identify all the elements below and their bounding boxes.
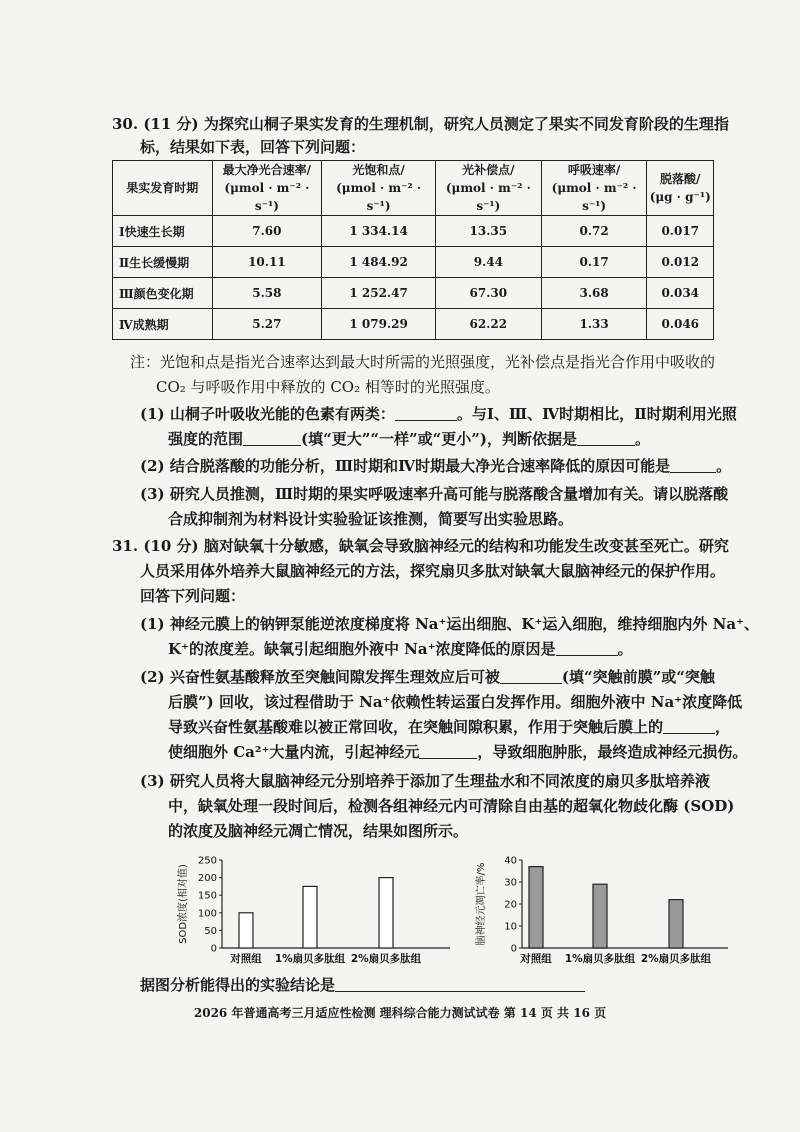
- table-cell: 0.017: [647, 216, 714, 247]
- table-cell: 5.58: [212, 278, 322, 309]
- y-tick-label: 0: [510, 943, 517, 955]
- table-row: [113, 247, 714, 278]
- y-tick-label: 200: [197, 873, 217, 885]
- table-cell: 3.68: [541, 278, 647, 309]
- answer-blank[interactable]: [395, 406, 457, 421]
- y-tick-label: 0: [210, 943, 217, 955]
- q30-part1-cont: 强度的范围 (填“更大”“一样”或“更小”)，判断依据是 。: [168, 430, 650, 448]
- answer-blank[interactable]: [670, 458, 716, 473]
- q31-part2-cont2: 导致兴奋性氨基酸难以被正常回收，在突触间隙积累，作用于突触后膜上的 ，: [168, 718, 731, 736]
- y-tick-label: 40: [504, 855, 517, 867]
- q31-part3-cont2: 的浓度及脑神经元凋亡情况，结果如图所示。: [168, 822, 469, 840]
- y-tick-label: 50: [204, 925, 217, 937]
- table-cell: 9.44: [435, 247, 541, 278]
- table-cell: Ⅳ成熟期: [113, 309, 213, 340]
- sod-concentration-chart: [170, 850, 460, 972]
- q30-heading: 30. (11 分) 为探究山桐子果实发育的生理机制，研究人员测定了果实不同发育阶段的生理指: [112, 115, 729, 133]
- table-cell: 62.22: [435, 309, 541, 340]
- answer-blank[interactable]: [243, 431, 301, 446]
- answer-blank[interactable]: [577, 431, 635, 446]
- q31-part2-cont3: 使细胞外 Ca²⁺大量内流，引起神经元 ，导致细胞肿胀，最终造成神经元损伤。: [168, 743, 748, 761]
- table-cell: 13.35: [435, 216, 541, 247]
- table-cell: 0.034: [647, 278, 714, 309]
- bar: [593, 884, 607, 948]
- q31-part3: (3) 研究人员将大鼠脑神经元分别培养于添加了生理盐水和不同浓度的扇贝多肽培养液: [140, 772, 710, 790]
- answer-blank[interactable]: [556, 641, 618, 656]
- table-cell: 1 079.29: [322, 309, 436, 340]
- q30-part3-cont: 合成抑制剂为材料设计实验验证该推测，简要写出实验思路。: [168, 510, 574, 528]
- x-tick-label: 对照组: [230, 953, 262, 965]
- answer-blank[interactable]: [335, 977, 585, 992]
- q31-part2-cont: 后膜”) 回收，该过程借助于 Na⁺依赖性转运蛋白发挥作用。细胞外液中 Na⁺浓度降低: [168, 693, 743, 711]
- table-cell: 10.11: [212, 247, 322, 278]
- table-row: [113, 216, 714, 247]
- table-header-row: [113, 161, 714, 216]
- table-cell: Ⅰ快速生长期: [113, 216, 213, 247]
- q31-part3-cont: 中，缺氧处理一段时间后，检测各组神经元内可清除自由基的超氧化物歧化酶 (SOD): [168, 797, 735, 815]
- y-axis-label: SOD浓度(相对值): [178, 864, 189, 944]
- x-tick-label: 对照组: [520, 953, 552, 965]
- x-tick-label: 1%扇贝多肽组: [564, 953, 636, 965]
- apoptosis-rate-chart: [470, 850, 738, 972]
- q30-data-table: [112, 160, 714, 340]
- y-tick-label: 100: [197, 908, 217, 920]
- bar: [303, 886, 317, 948]
- table-cell: 7.60: [212, 216, 322, 247]
- column-header: 光饱和点/ (μmol · m⁻² · s⁻¹): [322, 161, 436, 216]
- table-cell: 0.72: [541, 216, 647, 247]
- page-footer: 2026 年普通高考三月适应性检测 理科综合能力测试试卷 第 14 页 共 16 页: [193, 1006, 607, 1020]
- y-tick-label: 150: [197, 890, 217, 902]
- column-header: 最大净光合速率/ (μmol · m⁻² · s⁻¹): [212, 161, 322, 216]
- q31-heading: 31. (10 分) 脑对缺氧十分敏感，缺氧会导致脑神经元的结构和功能发生改变甚至死亡。研究: [112, 537, 729, 555]
- answer-blank[interactable]: [663, 719, 715, 734]
- table-cell: 1 252.47: [322, 278, 436, 309]
- y-tick-label: 20: [504, 899, 517, 911]
- table-cell: 1.33: [541, 309, 647, 340]
- q30-part1: (1) 山桐子叶吸收光能的色素有两类： 。与Ⅰ、Ⅲ、Ⅳ时期相比，Ⅱ时期利用光照: [140, 405, 737, 423]
- y-axis-label: 脑神经元凋亡率/%: [476, 862, 487, 946]
- bar: [529, 867, 543, 948]
- y-tick-label: 30: [504, 877, 517, 889]
- column-header: 呼吸速率/ (μmol · m⁻² · s⁻¹): [541, 161, 647, 216]
- column-header: 果实发育时期: [113, 161, 213, 216]
- table-note: 注：光饱和点是指光合速率达到最大时所需的光照强度，光补偿点是指光合作用中吸收的: [130, 353, 716, 371]
- bar: [669, 900, 683, 948]
- q31-conclusion: 据图分析能得出的实验结论是: [140, 975, 585, 995]
- table-cell: Ⅲ颜色变化期: [113, 278, 213, 309]
- q31-part2: (2) 兴奋性氨基酸释放至突触间隙发挥生理效应后可被 (填“突触前膜”或“突触: [140, 668, 715, 686]
- answer-blank[interactable]: [419, 744, 477, 759]
- x-tick-label: 1%扇贝多肽组: [274, 953, 346, 965]
- table-cell: 0.17: [541, 247, 647, 278]
- table-cell: 67.30: [435, 278, 541, 309]
- q30-heading-cont: 标，结果如下表，回答下列问题：: [140, 138, 366, 156]
- table-row: [113, 278, 714, 309]
- table-cell: 0.046: [647, 309, 714, 340]
- table-cell: 1 334.14: [322, 216, 436, 247]
- bar: [239, 913, 253, 948]
- y-tick-label: 250: [197, 855, 217, 867]
- table-cell: Ⅱ生长缓慢期: [113, 247, 213, 278]
- q31-heading-cont: 人员采用体外培养大鼠脑神经元的方法，探究扇贝多肽对缺氧大鼠脑神经元的保护作用。: [140, 562, 726, 580]
- q31-heading-cont2: 回答下列问题：: [140, 587, 246, 605]
- table-cell: 5.27: [212, 309, 322, 340]
- table-note-cont: CO₂ 与呼吸作用中释放的 CO₂ 相等时的光照强度。: [156, 378, 500, 396]
- q31-part1-cont: K⁺的浓度差。缺氧引起细胞外液中 Na⁺浓度降低的原因是 。: [168, 640, 633, 658]
- table-cell: 1 484.92: [322, 247, 436, 278]
- q31-part1: (1) 神经元膜上的钠钾泵能逆浓度梯度将 Na⁺运出细胞、K⁺运入细胞，维持细胞内外 Na⁺、: [140, 615, 759, 633]
- bar: [379, 878, 393, 948]
- y-tick-label: 10: [504, 921, 517, 933]
- table-row: [113, 309, 714, 340]
- column-header: 光补偿点/ (μmol · m⁻² · s⁻¹): [435, 161, 541, 216]
- table-cell: 0.012: [647, 247, 714, 278]
- x-tick-label: 2%扇贝多肽组: [350, 953, 422, 965]
- q30-part2: (2) 结合脱落酸的功能分析，Ⅲ时期和Ⅳ时期最大净光合速率降低的原因可能是 。: [140, 457, 732, 475]
- answer-blank[interactable]: [500, 669, 562, 684]
- column-header: 脱落酸/ (μg · g⁻¹): [647, 161, 714, 216]
- q30-part3: (3) 研究人员推测，Ⅲ时期的果实呼吸速率升高可能与脱落酸含量增加有关。请以脱落酸: [140, 485, 729, 503]
- x-tick-label: 2%扇贝多肽组: [640, 953, 712, 965]
